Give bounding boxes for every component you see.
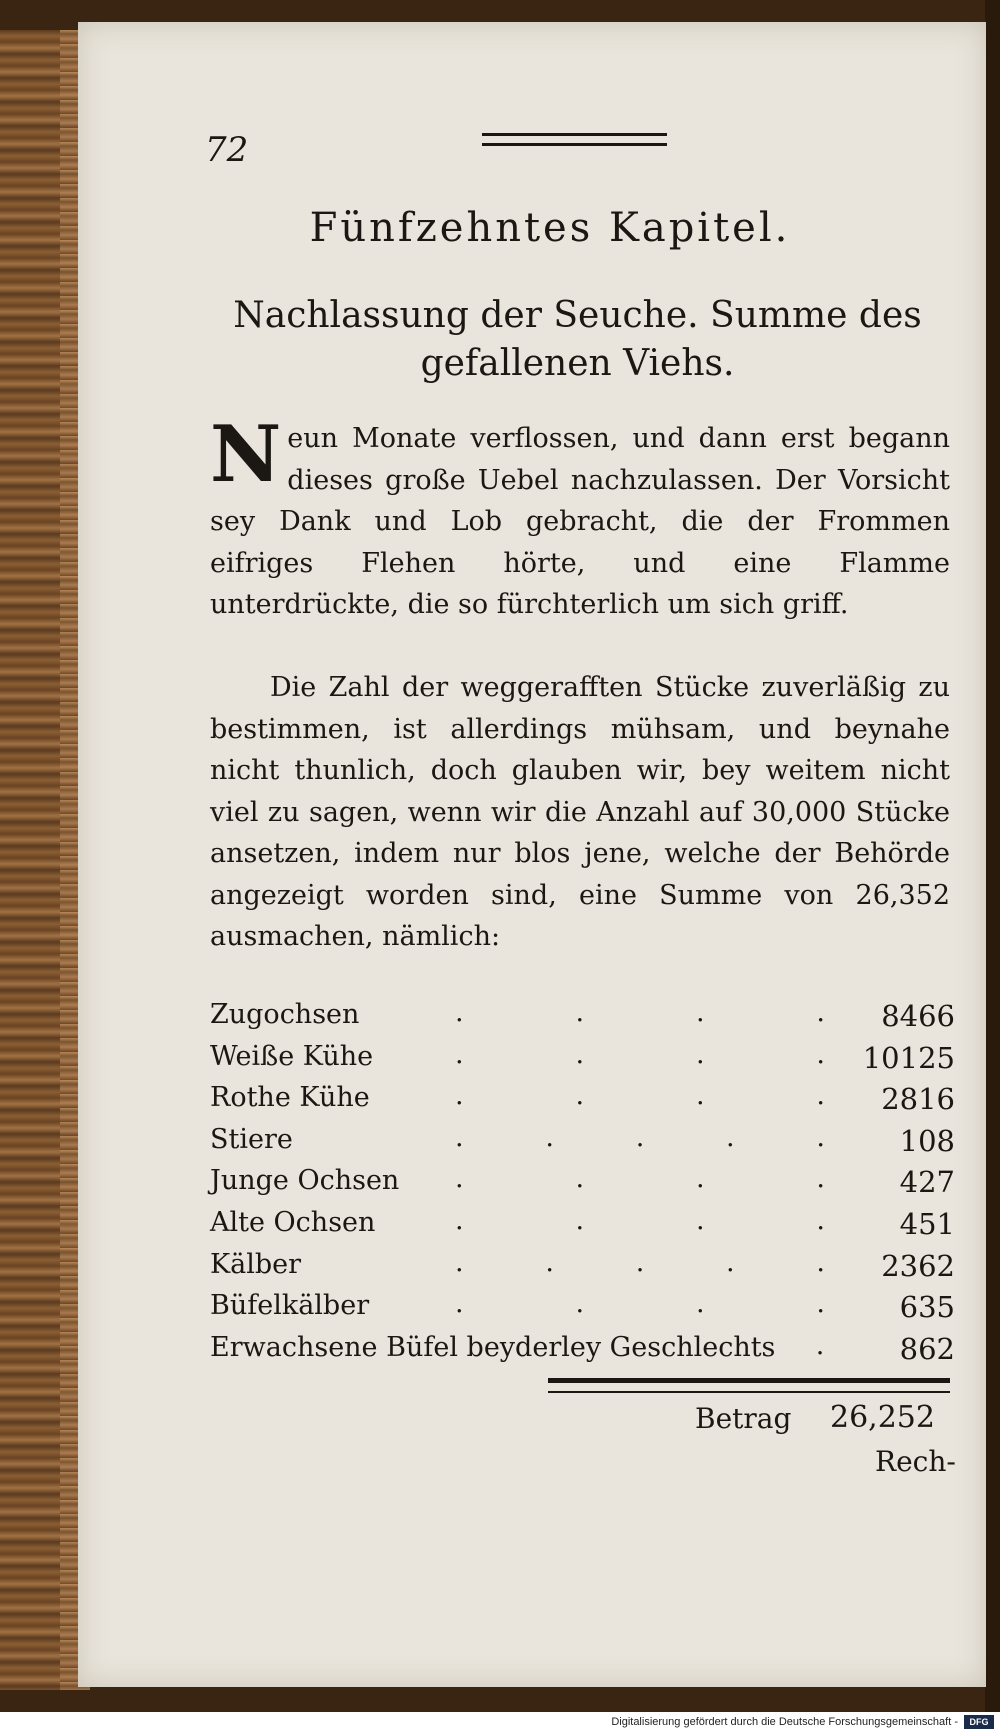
tally-label: Zugochsen xyxy=(210,999,360,1030)
header-rule xyxy=(482,133,667,146)
tally-row xyxy=(210,997,955,1039)
tally-value: 8466 xyxy=(881,999,955,1033)
tally-label: Alte Ochsen xyxy=(210,1206,376,1238)
sum-rule-thin xyxy=(548,1391,950,1393)
livestock-tally xyxy=(210,997,955,1371)
catchword: Rech- xyxy=(875,1445,956,1478)
drop-cap: N xyxy=(210,409,282,500)
tally-label: Rothe Kühe xyxy=(210,1082,370,1114)
leader-dots: . . . . xyxy=(455,1080,825,1112)
page-number: 72 xyxy=(205,130,249,170)
tally-value: 108 xyxy=(899,1123,955,1158)
tally-value: 2816 xyxy=(881,1082,955,1117)
paragraph-1 xyxy=(210,409,950,626)
section-title: Nachlassung der Seuche. Summe des gefallenen Viehs. xyxy=(233,295,922,384)
tally-row xyxy=(210,1205,955,1247)
leader-dots: . . . . xyxy=(455,1038,825,1070)
tally-label: Erwachsene Büfel beyderley Geschlechts xyxy=(210,1331,776,1363)
leader-dots: . . . . xyxy=(455,1163,825,1195)
paragraph-2: Die Zahl der weggerafften Stücke zuverläßig zu bestimmen, ist allerdings mühsam, und beynahe nicht thunlich, doch glauben wir, bey weitem nicht viel zu sagen, wenn wir die Anzahl auf 30,000 Stücke ansetzen, indem nur blos jene, welche der Behörde angezeigt worden sind, eine Summe von 26,352 ausmachen, nämlich: xyxy=(210,672,950,952)
tally-row xyxy=(210,1122,955,1164)
tally-value: 451 xyxy=(899,1206,955,1241)
leader-dots: . . . . . xyxy=(455,1246,825,1278)
leader-dots: . . . . xyxy=(455,997,825,1028)
tally-row xyxy=(210,1288,955,1330)
chapter-title: Fünfzehntes Kapitel. xyxy=(309,205,791,251)
tally-value: 862 xyxy=(899,1331,955,1366)
leader-dots: . . . . xyxy=(455,1288,825,1320)
tally-label: Weiße Kühe xyxy=(210,1040,374,1072)
tally-row xyxy=(210,1080,955,1122)
tally-label: Stiere xyxy=(210,1123,293,1155)
dfg-logo-icon: DFG xyxy=(964,1715,994,1729)
total-value: 26,252 xyxy=(830,1400,935,1435)
tally-value: 427 xyxy=(899,1165,955,1200)
tally-label: Büfelkälber xyxy=(210,1290,370,1322)
leader-dots: . . . . xyxy=(455,1204,825,1236)
tally-value: 10125 xyxy=(862,1040,955,1075)
footer-credit: Digitalisierung gefördert durch die Deutsche Forschungsgemeinschaft - xyxy=(611,1716,958,1728)
tally-row xyxy=(210,1163,955,1205)
paragraph-1-text: eun Monate verflossen, und dann erst begann dieses große Uebel nachzulassen. Der Vorsicht sey Dank und Lob gebracht, die der Frommen eifriges Flehen hörte, und eine Flamme unterdrückte, die so fürchterlich um sich griff. xyxy=(210,423,950,620)
tally-row xyxy=(210,1330,955,1372)
tally-value: 2362 xyxy=(881,1248,955,1283)
sum-rule xyxy=(548,1378,950,1383)
total-label: Betrag xyxy=(695,1402,792,1435)
book-cover-edge xyxy=(985,0,1000,1736)
tally-label: Junge Ochsen xyxy=(210,1165,400,1197)
leader-dots: . . . . . xyxy=(455,1121,825,1153)
tally-label: Kälber xyxy=(210,1248,302,1280)
leader-dots: . xyxy=(815,1329,825,1361)
tally-row xyxy=(210,1039,955,1081)
tally-value: 635 xyxy=(899,1290,955,1325)
tally-row xyxy=(210,1247,955,1289)
